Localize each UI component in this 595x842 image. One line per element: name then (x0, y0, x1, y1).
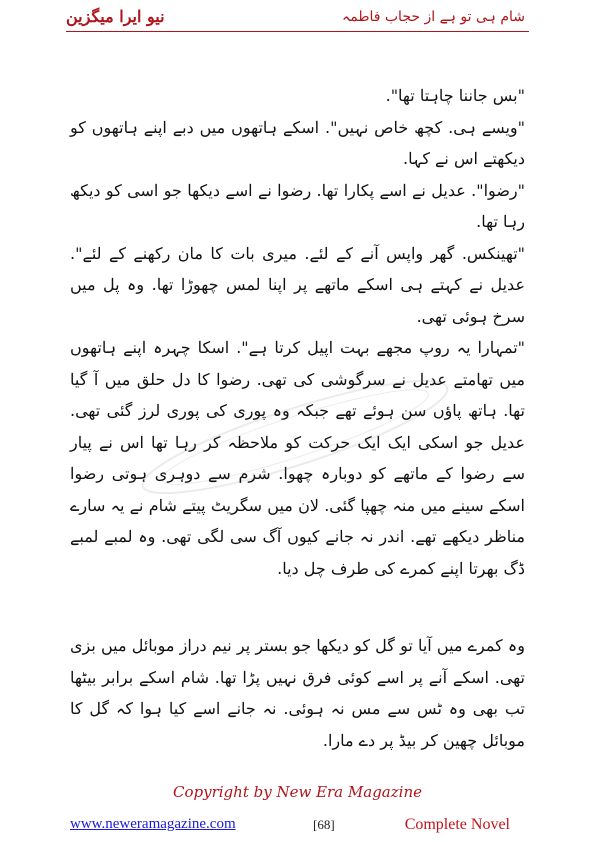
paragraph: "تھینکس. گھر واپس آنے کے لئے. میری بات کا مان رکھنے کے لئے". عدیل نے کہتے ہی اسکے ماتھے پر اپنا لمس چھوڑا تھا. وہ پل میں سرخ ہوئی تھی. (70, 243, 525, 326)
header-rule (66, 31, 529, 32)
page-header (0, 0, 595, 34)
copyright-line: Copyright by New Era Magazine (173, 783, 422, 801)
novel-title: شام ہی تو ہے از حجاب فاطمہ (342, 9, 525, 25)
section-gap (70, 584, 525, 630)
magazine-name: نیو ایرا میگزین (66, 7, 165, 26)
paragraph: "رضوا". عدیل نے اسے پکارا تھا. رضوا نے اسے دیکھا جو اسی کو دیکھ رہا تھا. (70, 180, 525, 231)
paragraph: "تمہارا یہ روپ مجھے بہت اپیل کرتا ہے". اسکا چہرہ اپنے ہاتھوں میں تھامتے عدیل نے سرگوشی کی تھی. رضوا کا دل حلق میں آ گیا تھا. ہاتھ پاؤں سن ہوئے تھے جبکہ وہ پوری کی پوری لرز گئی تھی. عدیل جو اسکی ایک ایک حرکت کو ملاحظہ کر رہا تھا اس نے پیار سے رضوا کے ماتھے کو دوبارہ چھوا. شرم سے دوہری ہوتی رضوا اسکے سینے میں منہ چھپا گئی. لان میں سگریٹ پیتے شام نے یہ سارے مناظر دیکھے تھے. اندر نہ جانے کیوں آگ سی لگی تھی. وہ لمبے لمبے ڈگ بھرتا اپنے کمرے کی طرف چل دیا. (70, 338, 525, 578)
paragraph: "بس جاننا چاہتا تھا". (385, 86, 525, 105)
page-footer (0, 816, 595, 838)
paragraph: "ویسے ہی. کچھ خاص نہیں". اسکے ہاتھوں میں دبے اپنے ہاتھوں کو دیکھتے اس نے کہا. (70, 117, 525, 168)
paragraph: وہ کمرے میں آیا تو گل کو دیکھا جو بستر پر نیم دراز موبائل میں بزی تھی. اسکے آنے پر اسے کوئی فرق نہیں پڑا تھا. شام اسکے برابر بیٹھا تب بھی وہ ٹس سے مس نہ ہوئی. نہ جانے اسے کیا ہوا کہ گل کا موبائل چھین کر بیڈ پر دے مارا. (70, 636, 525, 750)
website-link[interactable]: www.neweramagazine.com (70, 816, 236, 832)
complete-novel-label: Complete Novel (404, 816, 510, 833)
page-number: [68] (313, 817, 335, 832)
